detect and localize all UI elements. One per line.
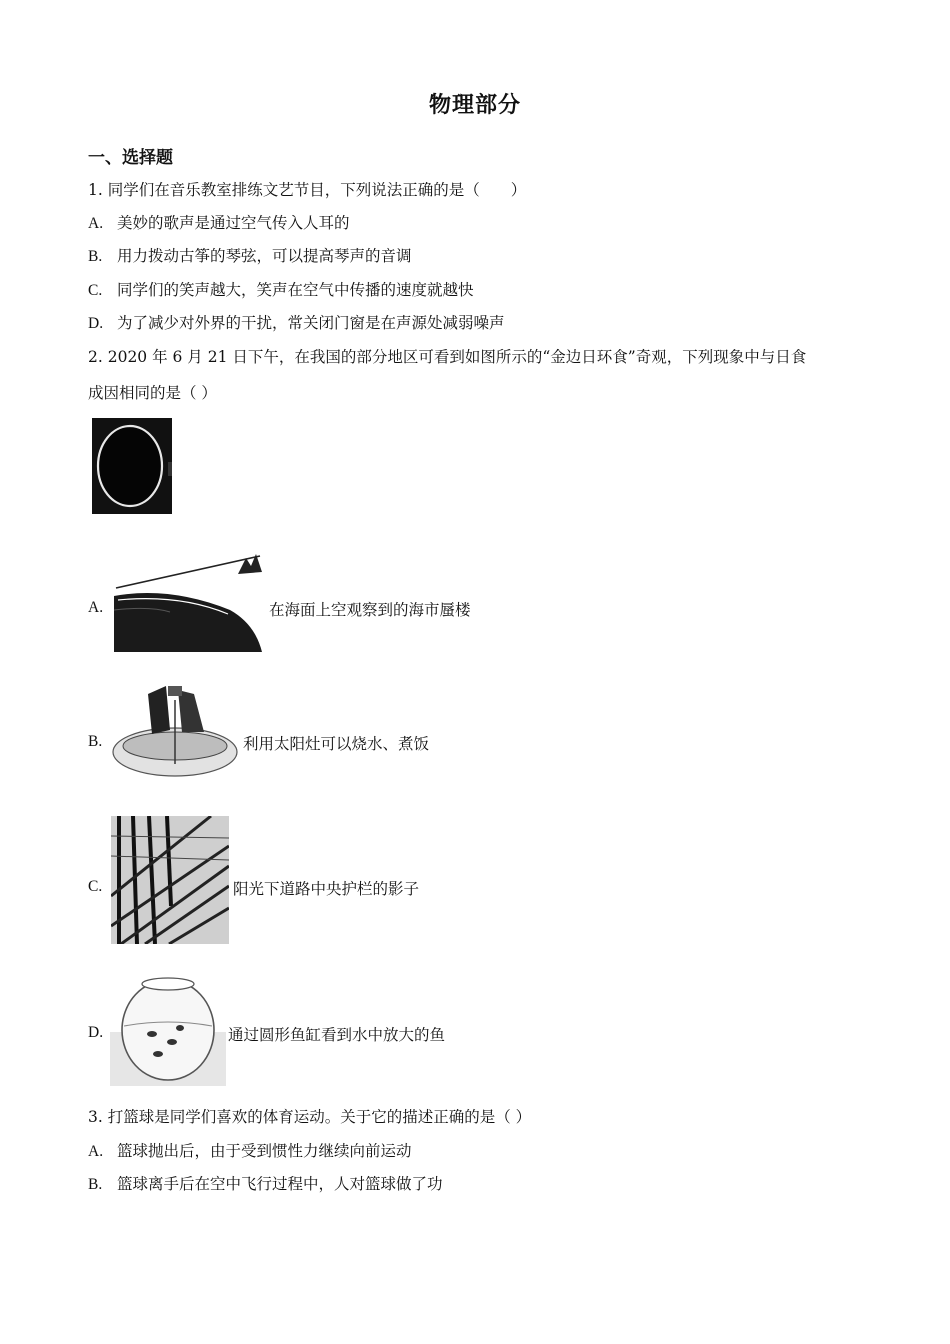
q1-stem: 1. 同学们在音乐教室排练文艺节目，下列说法正确的是（ ） — [88, 181, 527, 199]
option-text: 篮球离手后在空中飞行过程中，人对篮球做了功 — [116, 1175, 443, 1193]
option-letter: A. — [88, 599, 104, 616]
q2-option-b-text: 利用太阳灶可以烧水、煮饭 — [243, 735, 430, 753]
q2-option-c — [88, 877, 112, 896]
option-text: 用力拨动古筝的琴弦，可以提高琴声的音调 — [116, 247, 412, 265]
option-letter: B. — [88, 1176, 103, 1193]
q1-option-b — [88, 244, 411, 266]
q1-option-a — [88, 211, 349, 233]
option-letter: D. — [88, 1024, 104, 1041]
option-letter: B. — [88, 733, 103, 750]
option-letter: A. — [88, 1143, 104, 1160]
q2-option-d — [88, 1023, 112, 1042]
q2-option-b — [88, 732, 112, 751]
mirage-image — [110, 548, 266, 656]
option-letter: B. — [88, 248, 103, 265]
option-text: 为了减少对外界的干扰，常关闭门窗是在声源处减弱噪声 — [116, 314, 505, 332]
page-title: 物理部分 — [428, 93, 521, 118]
solar-eclipse-image — [92, 418, 174, 516]
option-letter: A. — [88, 215, 104, 232]
q2-option-a-text: 在海面上空观察到的海市蜃楼 — [269, 601, 471, 619]
q1-option-d — [88, 311, 504, 333]
option-letter: C. — [88, 282, 103, 299]
solar-cooker-image — [108, 680, 242, 782]
guardrail-shadow-image — [111, 816, 229, 944]
q2-option-d-text: 通过圆形鱼缸看到水中放大的鱼 — [228, 1026, 446, 1044]
q2-option-c-text: 阳光下道路中央护栏的影子 — [233, 880, 420, 898]
q1-option-c — [88, 278, 473, 300]
q3-stem: 3. 打篮球是同学们喜欢的体育运动。关于它的描述正确的是（ ） — [88, 1108, 532, 1126]
option-letter: C. — [88, 878, 103, 895]
option-text: 美妙的歌声是通过空气传入人耳的 — [116, 214, 350, 232]
q2-stem-line1: 2. 2020 年 6 月 21 日下午，在我国的部分地区可看到如图所示的“金边日环食”奇观，下列现象中与日食 — [88, 348, 807, 366]
option-text: 篮球抛出后，由于受到惯性力继续向前运动 — [116, 1142, 412, 1160]
q3-option-a — [88, 1139, 411, 1161]
option-letter: D. — [88, 315, 104, 332]
option-text: 同学们的笑声越大，笑声在空气中传播的速度就越快 — [116, 281, 474, 299]
q3-option-b — [88, 1172, 442, 1194]
fishbowl-image — [110, 972, 226, 1086]
q2-option-a — [88, 598, 112, 617]
q2-stem-line2: 成因相同的是（ ） — [88, 384, 217, 402]
section-heading: 一、选择题 — [88, 148, 173, 168]
